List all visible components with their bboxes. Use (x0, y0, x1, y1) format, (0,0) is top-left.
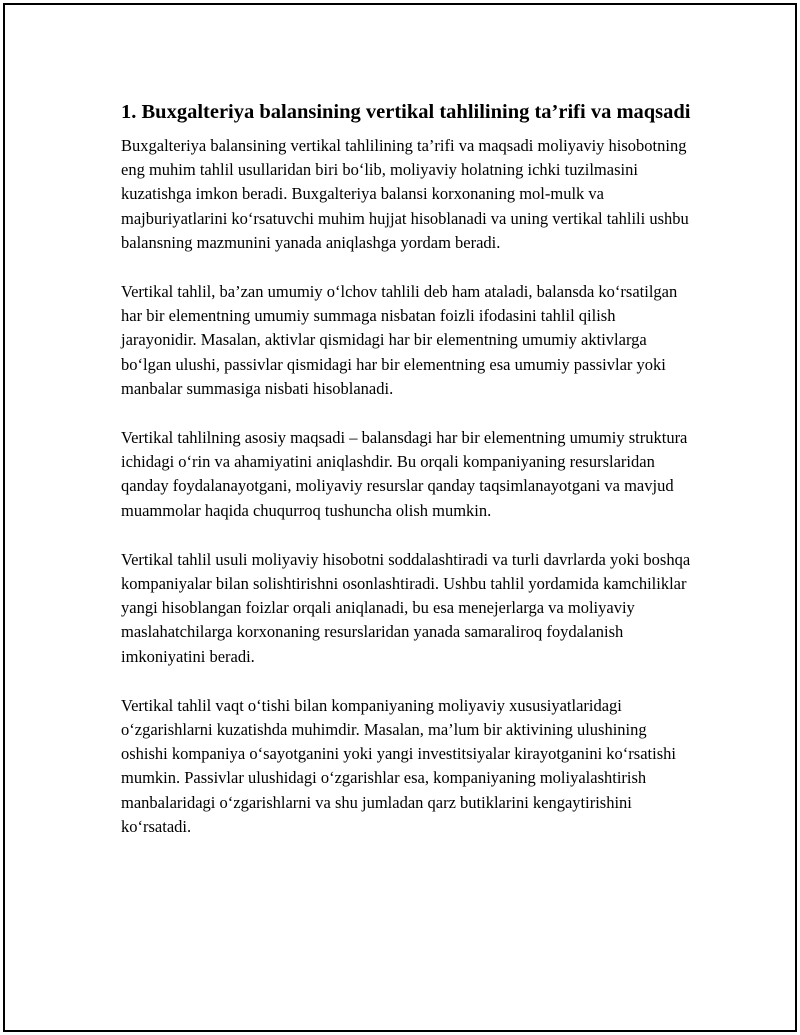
paragraph-main-goal: Vertikal tahlilning asosiy maqsadi – balansdagi har bir elementning umumiy struktura ichidagi oʻrin va ahamiyatini aniqlashdir. Bu orqali kompaniyaning resurslaridan qanday foydalanayotgani, moliyaviy resurslar qanday taqsimlanayotgani va mavjud muammolar haqida chuqurroq tushuncha olish mumkin. (121, 428, 688, 520)
paragraph-definition: Buxgalteriya balansining vertikal tahlilining ta’rifi va maqsadi moliyaviy hisobotning eng muhim tahlil usullaridan biri boʻlib, moliyaviy holatning ichki tuzilmasini kuzatishga imkon beradi. Buxgalteriya balansi korxonaning mol-mulk va majburiyatlarini koʻrsatuvchi muhim hujjat hisoblanadi va uning vertikal tahlili ushbu balansning mazmunini yanada aniqlashga yordam beradi. (121, 136, 689, 252)
section-heading: 1. Buxgalteriya balansining vertikal tahlilining ta’rifi va maqsadi (121, 101, 691, 123)
paragraph-changes-over-time: Vertikal tahlil vaqt oʻtishi bilan kompaniyaning moliyaviy xususiyatlaridagi oʻzgarishlarni kuzatishda muhimdir. Masalan, ma’lum bir aktivining ulushining oshishi kompaniya oʻsayotganini yoki yangi investitsiyalar kirayotganini koʻrsatishi mumkin. Passivlar ulushidagi oʻzgarishlar esa, kompaniyaning moliyalashtirish manbalaridagi oʻzgarishlarni va shu jumladan qarz butiklarini kengaytirishini koʻrsatadi. (121, 695, 676, 836)
document-body (121, 99, 693, 864)
page (3, 3, 797, 1032)
paragraph-vertical-analysis: Vertikal tahlil, ba’zan umumiy oʻlchov tahlili deb ham ataladi, balansda koʻrsatilgan har bir elementning umumiy summaga nisbatan foizli ifodasini tahlil qilish jarayonidir. Masalan, aktivlar qismidagi har bir elementning umumiy aktivlarga boʻlgan ulushi, passivlar qismidagi har bir elementning esa umumiy passivlar yoki manbalar summasiga nisbati hisoblanadi. (121, 282, 678, 398)
paragraph-method-benefits: Vertikal tahlil usuli moliyaviy hisobotni soddalashtiradi va turli davrlarda yoki boshqa kompaniyalar bilan solishtirishni osonlashtiradi. Ushbu tahlil yordamida kamchiliklar yangi hisoblangan foizlar orqali aniqlanadi, bu esa menejerlarga va moliyaviy maslahatchilarga korxonaning resurslaridan yanada samaraliroq foydalanish imkoniyatini beradi. (121, 549, 691, 666)
